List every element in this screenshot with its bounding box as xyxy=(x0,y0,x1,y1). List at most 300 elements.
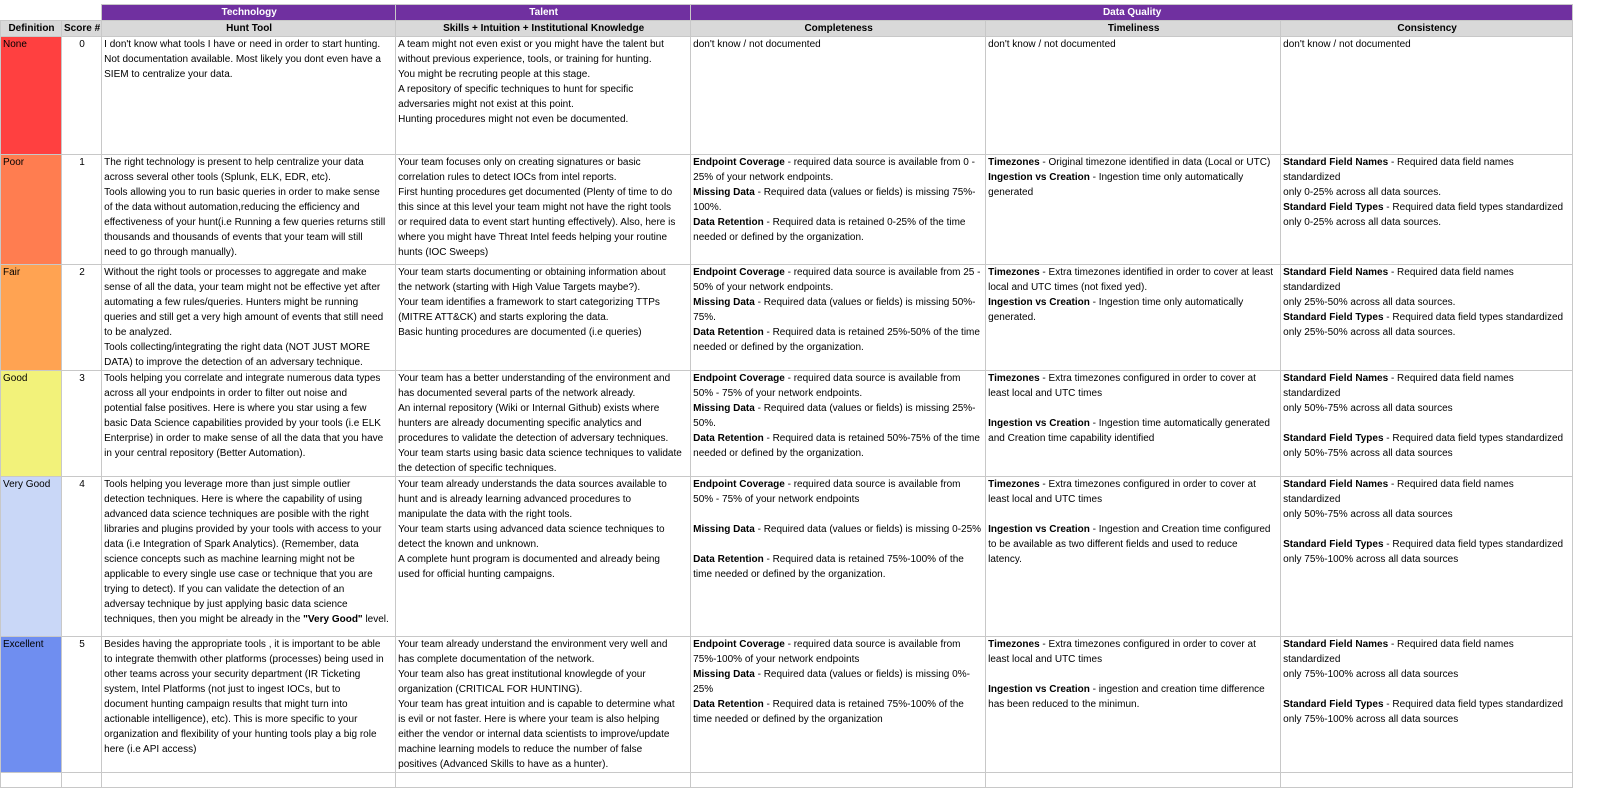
cell-line xyxy=(988,697,1279,712)
criterion-label: Standard Field Names xyxy=(1283,479,1389,490)
blank-line xyxy=(988,507,1279,522)
cell-line xyxy=(693,155,984,170)
cell-line xyxy=(693,185,984,200)
cell-line xyxy=(1283,446,1571,461)
cell-line xyxy=(988,477,1279,492)
header-completeness[interactable]: Completeness xyxy=(691,21,986,37)
cell-line: to be analyzed. xyxy=(104,327,172,338)
criterion-text: - Ingestion time only automatically xyxy=(1089,172,1244,183)
blank-line xyxy=(1283,522,1571,537)
tool-cell[interactable] xyxy=(102,265,396,371)
column-header-row xyxy=(1,21,1573,37)
cell-line: The right technology is present to help centralize your data xyxy=(104,157,364,168)
cell-line xyxy=(693,230,984,245)
cell-line: hunt and is already learning advanced procedures to xyxy=(398,494,632,505)
criterion-label: Ingestion vs Creation xyxy=(988,418,1090,429)
empty-cell[interactable] xyxy=(691,773,986,788)
criterion-text: least local and UTC times xyxy=(988,388,1103,399)
criterion-text: generated xyxy=(988,187,1034,198)
criterion-label: Missing Data xyxy=(693,187,755,198)
criterion-text: - Required data (values or fields) is missing 0%- xyxy=(754,669,970,680)
completeness-cell[interactable] xyxy=(691,637,986,773)
criterion-text: 25% xyxy=(693,684,714,695)
criterion-label: Standard Field Types xyxy=(1283,699,1384,710)
criterion-label: Endpoint Coverage xyxy=(693,267,785,278)
cell-line xyxy=(1283,552,1571,567)
cell-line: document hunting campaign results that might turn into xyxy=(104,699,348,710)
criterion-text: - required data source is available from xyxy=(784,639,961,650)
criterion-text: - Required data field names standardized xyxy=(1283,157,1514,183)
cell-line xyxy=(988,295,1279,310)
criterion-text: - Required data field names standardized xyxy=(1283,639,1514,665)
cell-line xyxy=(988,522,1279,537)
criterion-text: 50%. xyxy=(693,418,716,429)
criterion-label: Data Retention xyxy=(693,699,764,710)
cell-line: Tools allowing you to run basic queries in order to make sense xyxy=(104,187,380,198)
cell-line: actionable intelligence), etc). This is more specific to your xyxy=(104,714,358,725)
cell-line xyxy=(1283,155,1571,185)
score-cell[interactable]: 2 xyxy=(62,265,102,371)
cell-line: hunters are already documenting specific analytics and xyxy=(398,418,642,429)
cell-line: Your team has great intuition and is capable to determine what xyxy=(398,699,675,710)
criterion-text: time needed or defined by the organization. xyxy=(693,569,886,580)
cell-line: First hunting procedures get documented (Plenty of time to do xyxy=(398,187,673,198)
cell-line: Basic hunting procedures are documented (i.e queries) xyxy=(398,327,642,338)
cell-line xyxy=(693,712,984,727)
criterion-text: - Required data field types standardized xyxy=(1383,202,1564,213)
criterion-label: Timezones xyxy=(988,639,1040,650)
cell-line xyxy=(988,386,1279,401)
consistency-cell[interactable] xyxy=(1281,637,1573,773)
cell-line: other teams across your security department (IR Ticketing xyxy=(104,669,361,680)
empty-cell[interactable] xyxy=(986,773,1281,788)
definition-cell[interactable]: Good xyxy=(1,371,62,477)
criterion-text: - Extra timezones configured in order to cover at xyxy=(1039,639,1256,650)
cell-line xyxy=(693,371,984,386)
header-definition[interactable]: Definition xyxy=(1,21,62,37)
criterion-label: Missing Data xyxy=(693,297,755,308)
header-skills[interactable]: Skills + Intuition + Institutional Knowledge xyxy=(396,21,691,37)
cell-line: (MITRE ATT&CK) and starts exploring the data. xyxy=(398,312,609,323)
score-cell[interactable]: 4 xyxy=(62,477,102,637)
cell-line: DATA) to improve the detection of an adversary technique. xyxy=(104,357,363,368)
timeliness-cell[interactable] xyxy=(986,371,1281,477)
cell-line: of the data without automation,reducing the efficiency and xyxy=(104,202,360,213)
cell-line xyxy=(693,446,984,461)
cell-line xyxy=(988,637,1279,652)
score-cell[interactable]: 0 xyxy=(62,37,102,155)
completeness-cell[interactable] xyxy=(691,155,986,265)
criterion-text: - required data source is available from 25 - xyxy=(784,267,981,278)
completeness-cell[interactable] xyxy=(691,265,986,371)
criterion-label: Endpoint Coverage xyxy=(693,373,785,384)
table-row xyxy=(1,477,1573,637)
cell-line: detection techniques. Here is where the capability of using xyxy=(104,494,363,505)
criterion-text: local and UTC times (not fixed yed). xyxy=(988,282,1148,293)
cell-line xyxy=(988,416,1279,431)
criterion-text: - Required data is retained 25%-50% of the time xyxy=(763,327,980,338)
cell-line: potential false positives. Here is where you star using a few xyxy=(104,403,367,414)
criterion-label: Ingestion vs Creation xyxy=(988,172,1090,183)
cell-line: sense of all the data, your team might not be effective yet after xyxy=(104,282,381,293)
talent-cell[interactable] xyxy=(396,477,691,637)
cell-line: across several other tools (Splunk, ELK, EDR, etc). xyxy=(104,172,331,183)
empty-cell[interactable] xyxy=(1281,773,1573,788)
cell-line xyxy=(988,682,1279,697)
criterion-text: - required data source is available from xyxy=(784,479,961,490)
criterion-text: - Required data (values or fields) is missing 50%- xyxy=(754,297,976,308)
header-score[interactable]: Score # xyxy=(62,21,102,37)
cell-line: Your team starts using basic data science techniques to validate xyxy=(398,448,682,459)
criterion-text: - Required data field types standardized xyxy=(1383,699,1564,710)
criterion-text: - Required data (values or fields) is missing 25%- xyxy=(754,403,976,414)
cell-line xyxy=(988,537,1279,552)
cell-line xyxy=(693,215,984,230)
criterion-text: 75%. xyxy=(693,312,716,323)
cell-line: need to go through manually). xyxy=(104,247,238,258)
score-cell[interactable]: 1 xyxy=(62,155,102,265)
category-band-row xyxy=(1,5,1573,21)
criterion-text: generated. xyxy=(988,312,1036,323)
criterion-text: - Extra timezones configured in order to cover at xyxy=(1039,479,1256,490)
header-consistency[interactable]: Consistency xyxy=(1281,21,1573,37)
criterion-text: - Original timezone identified in data (Local or UTC) xyxy=(1039,157,1271,168)
cell-line xyxy=(988,371,1279,386)
cell-line: thousands and thousands of events that your team will still xyxy=(104,232,363,243)
timeliness-cell[interactable] xyxy=(986,265,1281,371)
tool-cell[interactable] xyxy=(102,477,396,637)
cell-line: Besides having the appropriate tools , it is important to be able xyxy=(104,639,381,650)
criterion-text: only 25%-50% across all data sources. xyxy=(1283,327,1456,338)
cell-line: Tools collecting/integrating the right data (NOT JUST MORE xyxy=(104,342,370,353)
timeliness-cell[interactable] xyxy=(986,37,1281,155)
talent-cell[interactable] xyxy=(396,155,691,265)
cell-line: without previous experience, tools, or training for hunting. xyxy=(398,54,652,65)
cell-line: effectiveness of your hunt(i.e Running a few queries returns still xyxy=(104,217,386,228)
criterion-text: 50% - 75% of your network endpoints xyxy=(693,494,860,505)
cell-line: the network (starting with High Value Targets maybe?). xyxy=(398,282,641,293)
cell-line xyxy=(988,310,1279,325)
cell-line xyxy=(1283,477,1571,507)
cell-line: has complete documentation of the network. xyxy=(398,654,595,665)
cell-line: automating a few rules/queries. Hunters might be running xyxy=(104,297,359,308)
cell-line: adversaries might not exist at this point. xyxy=(398,99,574,110)
criterion-text: don't know / not documented xyxy=(1283,39,1411,50)
criterion-text: only 50%-75% across all data sources xyxy=(1283,509,1453,520)
emphasis-text: "Very Good" xyxy=(303,614,363,625)
cell-line: or required data to event start hunting effectively). Also, here is xyxy=(398,217,676,228)
criterion-label: Ingestion vs Creation xyxy=(988,297,1090,308)
criterion-text: don't know / not documented xyxy=(693,39,821,50)
definition-cell[interactable]: Excellent xyxy=(1,637,62,773)
criterion-text: don't know / not documented xyxy=(988,39,1116,50)
consistency-cell[interactable] xyxy=(1281,155,1573,265)
cell-line: the detection of specific techniques. xyxy=(398,463,557,474)
cell-line: used for official hunting campaigns. xyxy=(398,569,555,580)
talent-cell[interactable] xyxy=(396,637,691,773)
blank-line xyxy=(988,667,1279,682)
criterion-text: - Ingestion and Creation time configured xyxy=(1089,524,1271,535)
cell-line xyxy=(1283,200,1571,215)
cell-line xyxy=(988,280,1279,295)
table-row xyxy=(1,37,1573,155)
definition-cell[interactable]: Fair xyxy=(1,265,62,371)
criterion-text: only 75%-100% across all data sources xyxy=(1283,669,1459,680)
header-timeliness[interactable]: Timeliness xyxy=(986,21,1281,37)
timeliness-cell[interactable] xyxy=(986,637,1281,773)
criterion-label: Standard Field Types xyxy=(1283,312,1384,323)
criterion-label: Missing Data xyxy=(693,403,755,414)
consistency-cell[interactable] xyxy=(1281,265,1573,371)
empty-cell[interactable] xyxy=(396,773,691,788)
criterion-text: - Required data field types standardized xyxy=(1383,539,1564,550)
cell-line xyxy=(693,295,984,310)
criterion-text: least local and UTC times xyxy=(988,494,1103,505)
empty-cell[interactable] xyxy=(1,773,62,788)
cell-line: Your team starts documenting or obtaining information about xyxy=(398,267,666,278)
empty-cell[interactable] xyxy=(102,773,396,788)
consistency-cell[interactable] xyxy=(1281,37,1573,155)
cell-line: this since at this level your team might not have the right tools xyxy=(398,202,672,213)
cell-line xyxy=(988,155,1279,170)
criterion-text: time needed or defined by the organization xyxy=(693,714,883,725)
talent-cell[interactable] xyxy=(396,371,691,477)
cell-line xyxy=(1283,310,1571,325)
cell-line xyxy=(988,265,1279,280)
criterion-text: to be available as two different fields and used to reduce xyxy=(988,539,1238,550)
talent-cell[interactable] xyxy=(396,265,691,371)
talent-cell[interactable] xyxy=(396,37,691,155)
cell-line: Your team identifies a framework to start categorizing TTPs xyxy=(398,297,660,308)
consistency-cell[interactable] xyxy=(1281,477,1573,637)
criterion-text: 50% of your network endpoints. xyxy=(693,282,834,293)
cell-line xyxy=(1283,697,1571,712)
criterion-text: - Extra timezones configured in order to cover at xyxy=(1039,373,1256,384)
cell-line xyxy=(693,667,984,682)
cell-line xyxy=(988,185,1279,200)
cell-line: Your team already understand the environment very well and xyxy=(398,639,668,650)
timeliness-cell[interactable] xyxy=(986,155,1281,265)
cell-line: Hunting procedures might not even be documented. xyxy=(398,114,629,125)
cell-line xyxy=(1283,215,1571,230)
criterion-text: - required data source is available from 0 - xyxy=(784,157,975,168)
cell-line xyxy=(693,552,984,567)
criterion-label: Standard Field Names xyxy=(1283,157,1389,168)
cell-line xyxy=(693,682,984,697)
cell-line: Your team also has great institutional knowlegde of your xyxy=(398,669,646,680)
cell-line xyxy=(693,325,984,340)
table-row xyxy=(1,155,1573,265)
cell-line: Not documentation available. Most likely you dont even have a xyxy=(104,54,381,65)
score-cell[interactable]: 5 xyxy=(62,637,102,773)
cell-line xyxy=(104,612,394,627)
cell-line xyxy=(693,37,984,52)
cell-line: in your central repository (Better Automation). xyxy=(104,448,306,459)
cell-line xyxy=(1283,637,1571,667)
criterion-text: only 75%-100% across all data sources xyxy=(1283,714,1459,725)
cell-line xyxy=(988,170,1279,185)
criterion-label: Missing Data xyxy=(693,524,755,535)
tool-cell[interactable] xyxy=(102,155,396,265)
cell-line xyxy=(693,200,984,215)
cell-line: A team might not even exist or you might have the talent but xyxy=(398,39,664,50)
cell-line: applicable to every single use case or technique that you are xyxy=(104,569,373,580)
cell-line: Your team has a better understanding of the environment and xyxy=(398,373,671,384)
criterion-label: Timezones xyxy=(988,157,1040,168)
cell-line: either the vendor or internal data scientists to improve/update xyxy=(398,729,670,740)
cell-line xyxy=(988,552,1279,567)
criterion-text: - Required data field names standardized xyxy=(1283,373,1514,399)
definition-cell[interactable]: Poor xyxy=(1,155,62,265)
criterion-text: and Creation time capability identified xyxy=(988,433,1155,444)
cell-line: Enterprise) in order to make sense of all the data that you have xyxy=(104,433,384,444)
tool-cell[interactable] xyxy=(102,371,396,477)
criterion-text: needed or defined by the organization. xyxy=(693,232,864,243)
criterion-label: Ingestion vs Creation xyxy=(988,684,1090,695)
cell-line: procedures to validate the detection of adversary techniques. xyxy=(398,433,669,444)
table-row xyxy=(1,637,1573,773)
cell-text: techniques, then you might be already in the xyxy=(104,614,304,625)
cell-line: where you might have Threat Intel feeds helping your routine xyxy=(398,232,668,243)
cell-line xyxy=(693,522,984,537)
cell-line xyxy=(693,567,984,582)
cell-line: is evil or not faster. Here is where your team is also helping xyxy=(398,714,660,725)
criterion-text: 25% of your network endpoints. xyxy=(693,172,834,183)
criterion-label: Standard Field Names xyxy=(1283,267,1389,278)
criterion-text: - Required data is retained 0-25% of the time xyxy=(763,217,966,228)
cell-line xyxy=(1283,371,1571,401)
criterion-label: Standard Field Types xyxy=(1283,433,1384,444)
cell-line: adversay technique by just applying basic data science xyxy=(104,599,348,610)
criterion-text: - Required data field types standardized xyxy=(1383,433,1564,444)
cell-line xyxy=(988,431,1279,446)
table-row xyxy=(1,265,1573,371)
cell-line xyxy=(693,477,984,492)
cell-line: Tools helping you leverage more than just simple outlier xyxy=(104,479,351,490)
blank-line xyxy=(693,537,984,552)
consistency-cell[interactable] xyxy=(1281,371,1573,477)
band-blank xyxy=(1,5,102,21)
criterion-text: only 50%-75% across all data sources xyxy=(1283,448,1453,459)
criterion-text: only 50%-75% across all data sources xyxy=(1283,403,1453,414)
criterion-text: - Required data (values or fields) is missing 75%- xyxy=(754,187,976,198)
criterion-label: Data Retention xyxy=(693,217,764,228)
header-hunt-tool[interactable]: Hunt Tool xyxy=(102,21,396,37)
cell-line xyxy=(1283,537,1571,552)
cell-line: queries and still get a very high amount of events that still need xyxy=(104,312,384,323)
criterion-label: Standard Field Names xyxy=(1283,373,1389,384)
cell-line: A complete hunt program is documented and already being xyxy=(398,554,660,565)
cell-line xyxy=(988,492,1279,507)
cell-line: You might be recruting people at this stage. xyxy=(398,69,591,80)
criterion-text: - Required data is retained 75%-100% of the xyxy=(763,554,964,565)
maturity-table xyxy=(0,4,1573,788)
cell-line: libraries and plugins provided by your tools with access to your xyxy=(104,524,382,535)
criterion-label: Missing Data xyxy=(693,669,755,680)
criterion-label: Timezones xyxy=(988,479,1040,490)
tool-cell[interactable] xyxy=(102,37,396,155)
cell-line: Your team focuses only on creating signatures or basic xyxy=(398,157,641,168)
criterion-label: Timezones xyxy=(988,373,1040,384)
criterion-text: only 75%-100% across all data sources xyxy=(1283,554,1459,565)
tool-cell[interactable] xyxy=(102,637,396,773)
band-technology[interactable]: Technology xyxy=(102,5,396,21)
blank-line xyxy=(1283,682,1571,697)
criterion-text: - Required data (values or fields) is missing 0-25% xyxy=(754,524,982,535)
cell-line xyxy=(693,416,984,431)
empty-row xyxy=(1,773,1573,788)
cell-line xyxy=(1283,431,1571,446)
band-talent[interactable]: Talent xyxy=(396,5,691,21)
definition-cell[interactable]: Very Good xyxy=(1,477,62,637)
cell-line: to integrate themwith other platforms (processes) being used in xyxy=(104,654,384,665)
cell-line: trying to detect). If you can validate the detection of an xyxy=(104,584,345,595)
criterion-text: - Required data field names standardized xyxy=(1283,479,1514,505)
criterion-label: Data Retention xyxy=(693,327,764,338)
score-cell[interactable]: 3 xyxy=(62,371,102,477)
criterion-text: - Ingestion time only automatically xyxy=(1089,297,1244,308)
cell-line xyxy=(1283,325,1571,340)
criterion-text: only 0-25% across all data sources. xyxy=(1283,187,1441,198)
cell-line xyxy=(693,652,984,667)
cell-line xyxy=(1283,37,1571,52)
band-data-quality[interactable]: Data Quality xyxy=(691,5,1573,21)
cell-line: SIEM to centralize your data. xyxy=(104,69,233,80)
table-row xyxy=(1,371,1573,477)
blank-line xyxy=(693,507,984,522)
cell-line xyxy=(1283,185,1571,200)
blank-line xyxy=(1283,416,1571,431)
cell-line: data (i.e Integration of Spark Analytics). (Remember, data xyxy=(104,539,359,550)
criterion-text: only 0-25% across all data sources. xyxy=(1283,217,1441,228)
cell-line: advanced data science techniques are posible with the right xyxy=(104,509,369,520)
criterion-text: needed or defined by the organization. xyxy=(693,342,864,353)
criterion-text: 75%-100% of your network endpoints xyxy=(693,654,860,665)
cell-line: across all your endpoints in order to filter out noise and xyxy=(104,388,348,399)
criterion-label: Data Retention xyxy=(693,554,764,565)
cell-line xyxy=(1283,295,1571,310)
timeliness-cell[interactable] xyxy=(986,477,1281,637)
cell-line: Tools helping you correlate and integrate numerous data types xyxy=(104,373,381,384)
cell-line: manipulate the data with the right tools. xyxy=(398,509,573,520)
cell-line: I don't know what tools I have or need in order to start hunting. xyxy=(104,39,381,50)
completeness-cell[interactable] xyxy=(691,477,986,637)
criterion-text: - ingestion and creation time difference xyxy=(1089,684,1265,695)
blank-line xyxy=(988,401,1279,416)
cell-line xyxy=(1283,667,1571,682)
cell-line: organization and flexibility of your hunting tools play a big role xyxy=(104,729,377,740)
criterion-label: Data Retention xyxy=(693,433,764,444)
cell-line xyxy=(693,492,984,507)
definition-cell[interactable]: None xyxy=(1,37,62,155)
cell-line: science concepts such as machine learning might not be xyxy=(104,554,355,565)
cell-line: Without the right tools or processes to aggregate and make xyxy=(104,267,367,278)
cell-line: machine learning models to reduce the number of false xyxy=(398,744,643,755)
completeness-cell[interactable] xyxy=(691,371,986,477)
criterion-label: Endpoint Coverage xyxy=(693,157,785,168)
criterion-label: Standard Field Names xyxy=(1283,639,1389,650)
criterion-text: - Required data field names standardized xyxy=(1283,267,1514,293)
cell-line xyxy=(693,310,984,325)
criterion-label: Standard Field Types xyxy=(1283,202,1384,213)
cell-line: basic Data Science capabilities provided by your tools (i.e ELK xyxy=(104,418,381,429)
cell-line: here (i.e API access) xyxy=(104,744,197,755)
criterion-text: only 25%-50% across all data sources. xyxy=(1283,297,1456,308)
criterion-text: least local and UTC times xyxy=(988,654,1103,665)
completeness-cell[interactable] xyxy=(691,37,986,155)
cell-line: hunts (IOC Sweeps) xyxy=(398,247,489,258)
empty-cell[interactable] xyxy=(62,773,102,788)
